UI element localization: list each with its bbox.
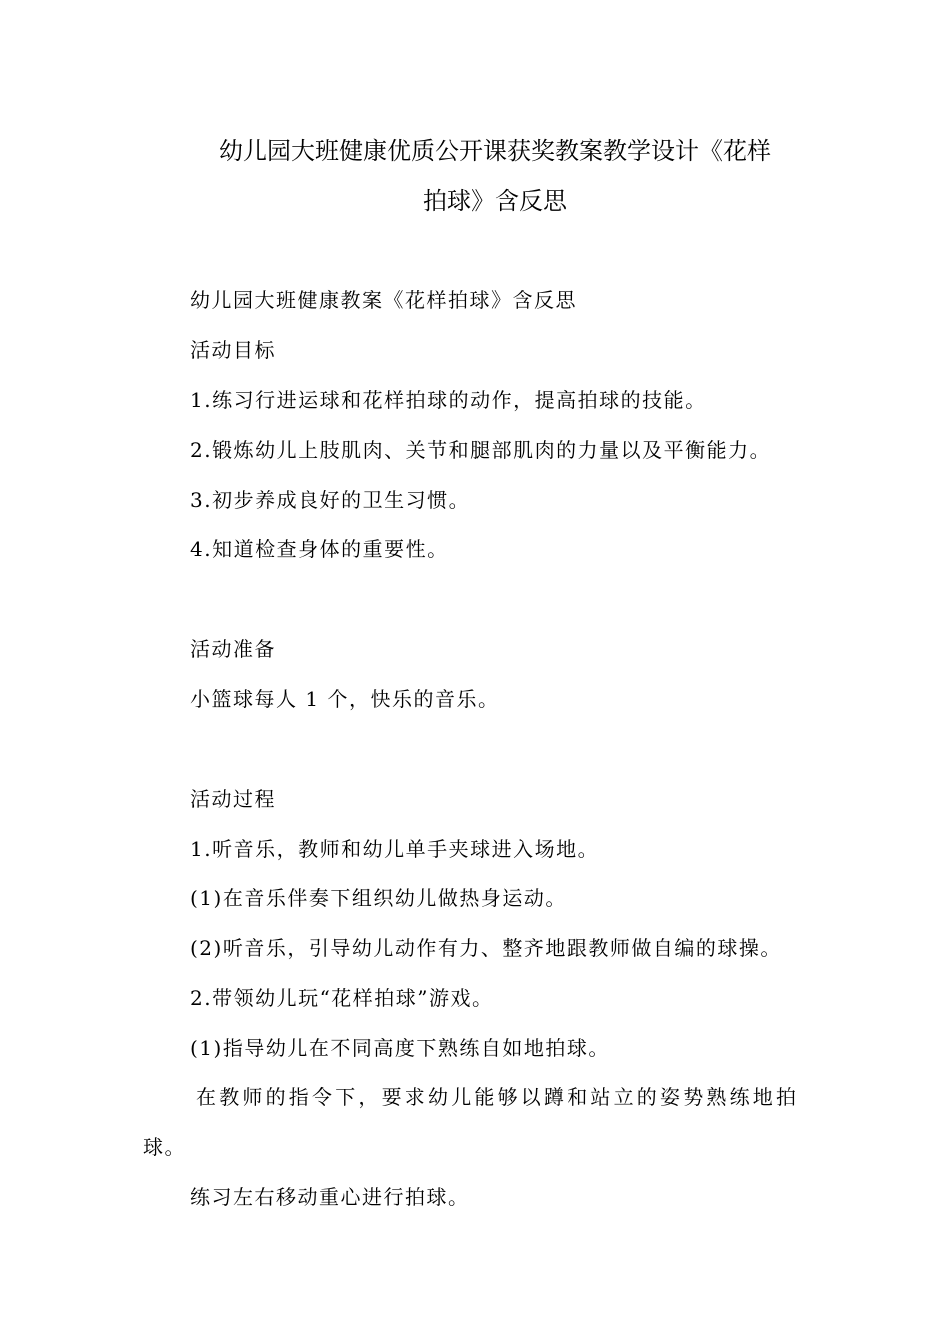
goals-heading: 活动目标	[190, 338, 276, 362]
process-item: 1.听音乐，教师和幼儿单手夹球进入场地。	[190, 837, 600, 861]
goal-item: 3.初步养成良好的卫生习惯。	[190, 488, 471, 512]
process-item: 练习左右移动重心进行拍球。	[190, 1185, 470, 1209]
document-title-line-1: 幼儿园大班健康优质公开课获奖教案教学设计《花样	[219, 137, 771, 165]
goal-item: 1.练习行进运球和花样拍球的动作，提高拍球的技能。	[190, 388, 707, 412]
prep-heading: 活动准备	[190, 637, 276, 661]
process-item: 球。	[143, 1135, 186, 1159]
goal-item: 2.锻炼幼儿上肢肌肉、关节和腿部肌肉的力量以及平衡能力。	[190, 438, 772, 462]
goal-item: 4.知道检查身体的重要性。	[190, 537, 449, 561]
document-title-line-2: 拍球》含反思	[423, 187, 567, 215]
process-item: 2.带领幼儿玩“花样拍球”游戏。	[190, 986, 494, 1010]
process-item: (1)指导幼儿在不同高度下熟练自如地拍球。	[190, 1036, 610, 1060]
process-item: (1)在音乐伴奏下组织幼儿做热身运动。	[190, 886, 567, 910]
document-subtitle: 幼儿园大班健康教案《花样拍球》含反思	[190, 288, 577, 312]
process-item: (2)听音乐，引导幼儿动作有力、整齐地跟教师做自编的球操。	[190, 936, 782, 960]
process-heading: 活动过程	[190, 787, 276, 811]
process-item: 在教师的指令下，要求幼儿能够以蹲和站立的姿势熟练地拍	[196, 1085, 800, 1109]
prep-text: 小篮球每人 1 个，快乐的音乐。	[190, 687, 500, 711]
